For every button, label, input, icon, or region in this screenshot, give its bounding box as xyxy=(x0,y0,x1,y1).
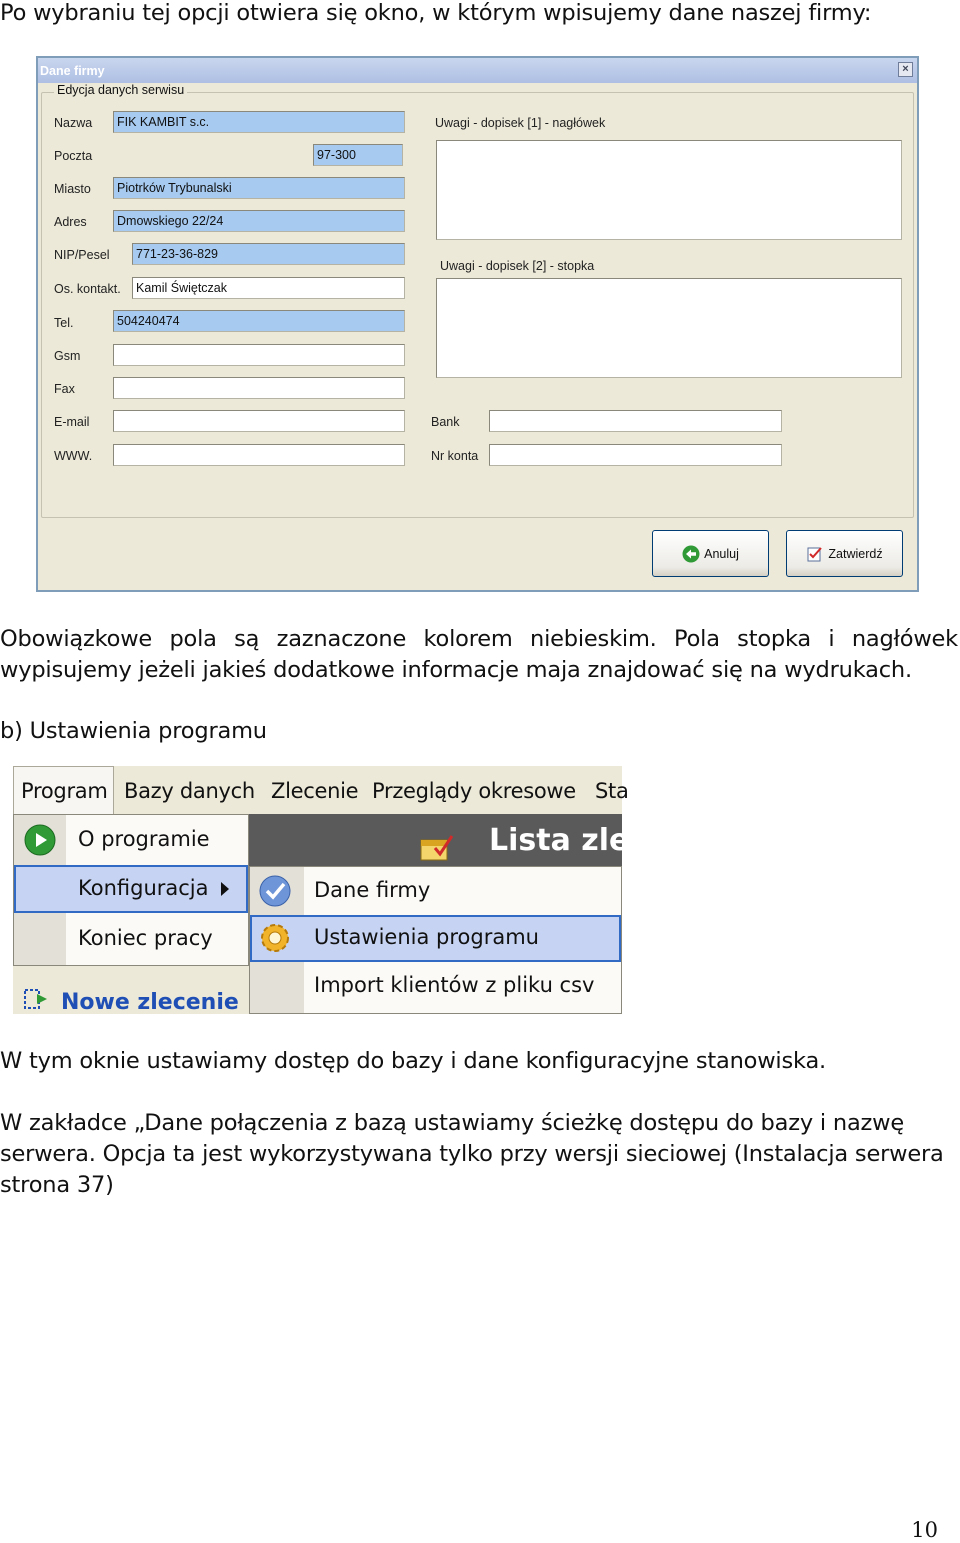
menu-bar xyxy=(13,766,629,814)
konfiguracja-submenu xyxy=(249,866,622,1014)
label-fax: Fax xyxy=(54,382,75,396)
paragraph3-line1: W zakładce „Dane połączenia z bazą ustawiamy ścieżkę dostępu do bazy i nazwę xyxy=(0,1110,904,1136)
poczta-input[interactable]: 97-300 xyxy=(313,144,403,166)
label-kontakt: Os. kontakt. xyxy=(54,282,121,296)
new-order-button[interactable]: Nowe zlecenie xyxy=(61,990,239,1015)
menu-item-o-programie-label: O programie xyxy=(78,827,210,851)
label-bank: Bank xyxy=(431,415,460,429)
label-email: E-mail xyxy=(54,415,90,429)
paragraph2: W tym oknie ustawiamy dostęp do bazy i dane konfiguracyjne stanowiska. xyxy=(0,1048,826,1074)
header-notes-textarea[interactable] xyxy=(436,140,902,240)
menu-program[interactable]: Program xyxy=(21,779,108,803)
submenu-item-ustawienia-programu-label: Ustawienia programu xyxy=(314,925,539,949)
www-input[interactable] xyxy=(113,444,405,466)
page-number: 10 xyxy=(911,1518,938,1542)
cancel-button-label: Anuluj xyxy=(704,546,739,561)
label-uwagi2: Uwagi - dopisek [2] - stopka xyxy=(440,259,595,273)
label-tel: Tel. xyxy=(54,316,74,330)
calendar-icon xyxy=(419,832,453,866)
adres-input[interactable]: Dmowskiego 22/24 xyxy=(113,210,405,232)
dialog-title: Dane firmy xyxy=(40,64,105,78)
menu-sta[interactable]: Sta xyxy=(595,779,629,803)
submenu-item-ustawienia-programu[interactable] xyxy=(250,915,621,962)
menu-bazy-danych[interactable]: Bazy danych xyxy=(124,779,255,803)
label-www: WWW. xyxy=(54,449,93,463)
paragraph3-line3: strona 37) xyxy=(0,1172,114,1198)
submenu-item-import-klientow-label: Import klientów z pliku csv xyxy=(314,973,595,997)
kontakt-input[interactable]: Kamil Świętczak xyxy=(132,277,405,299)
paragraph1-line1: Obowiązkowe pola są zaznaczone kolorem niebieskim. Pola stopka i nagłówek xyxy=(0,626,958,652)
company-data-dialog xyxy=(36,56,919,592)
menu-item-koniec-pracy-label: Koniec pracy xyxy=(78,926,213,950)
section-heading: b) Ustawienia programu xyxy=(0,718,267,744)
label-uwagi1: Uwagi - dopisek [1] - nagłówek xyxy=(435,116,606,130)
nrkonta-input[interactable] xyxy=(489,444,782,466)
nip-input[interactable]: 771-23-36-829 xyxy=(132,243,405,265)
check-icon xyxy=(258,874,292,912)
menu-item-o-programie[interactable] xyxy=(14,816,248,864)
checklist-icon xyxy=(806,545,824,563)
menu-zlecenie[interactable]: Zlecenie xyxy=(271,779,359,803)
submenu-item-import-klientow[interactable] xyxy=(250,963,621,1010)
intro-text: Po wybraniu tej opcji otwiera się okno, w którym wpisujemy dane naszej firmy: xyxy=(0,0,872,26)
cancel-button[interactable] xyxy=(652,530,769,577)
menu-item-konfiguracja[interactable] xyxy=(14,865,248,913)
fax-input[interactable] xyxy=(113,377,405,399)
submenu-item-dane-firmy-label: Dane firmy xyxy=(314,878,431,902)
menu-przeglady[interactable]: Przeglądy okresowe xyxy=(372,779,576,803)
label-miasto: Miasto xyxy=(54,182,91,196)
email-input[interactable] xyxy=(113,410,405,432)
paragraph1-line2: wypisujemy jeżeli jakieś dodatkowe informacje maja znajdować się na wydrukach. xyxy=(0,657,912,683)
back-arrow-icon xyxy=(682,545,700,563)
label-poczta: Poczta xyxy=(54,149,93,163)
settings-gear-icon xyxy=(258,921,292,959)
menu-item-koniec-pracy[interactable] xyxy=(14,915,248,963)
label-gsm: Gsm xyxy=(54,349,81,363)
background-title: Lista zle xyxy=(489,823,630,858)
tel-input[interactable]: 504240474 xyxy=(113,310,405,332)
bank-input[interactable] xyxy=(489,410,782,432)
label-nazwa: Nazwa xyxy=(54,116,93,130)
menu-item-konfiguracja-label: Konfiguracja xyxy=(78,876,209,900)
confirm-button[interactable] xyxy=(786,530,903,577)
label-nrkonta: Nr konta xyxy=(431,449,479,463)
groupbox-legend: Edycja danych serwisu xyxy=(54,83,187,97)
dialog-titlebar xyxy=(38,58,917,83)
submenu-arrow-icon xyxy=(220,881,230,901)
submenu-item-dane-firmy[interactable] xyxy=(250,868,621,915)
new-order-icon xyxy=(23,986,55,1016)
label-nip: NIP/Pesel xyxy=(54,248,110,262)
gsm-input[interactable] xyxy=(113,344,405,366)
program-dropdown xyxy=(13,814,249,966)
miasto-input[interactable]: Piotrków Trybunalski xyxy=(113,177,405,199)
nazwa-input[interactable]: FIK KAMBIT s.c. xyxy=(113,111,405,133)
close-icon[interactable]: × xyxy=(898,62,913,77)
paragraph3-line2: serwera. Opcja ta jest wykorzystywana tylko przy wersji sieciowej (Instalacja serwera xyxy=(0,1141,944,1167)
footer-notes-textarea[interactable] xyxy=(436,278,902,378)
label-adres: Adres xyxy=(54,215,87,229)
confirm-button-label: Zatwierdź xyxy=(828,546,883,561)
play-icon xyxy=(24,824,56,860)
menu-screenshot xyxy=(13,766,630,1015)
